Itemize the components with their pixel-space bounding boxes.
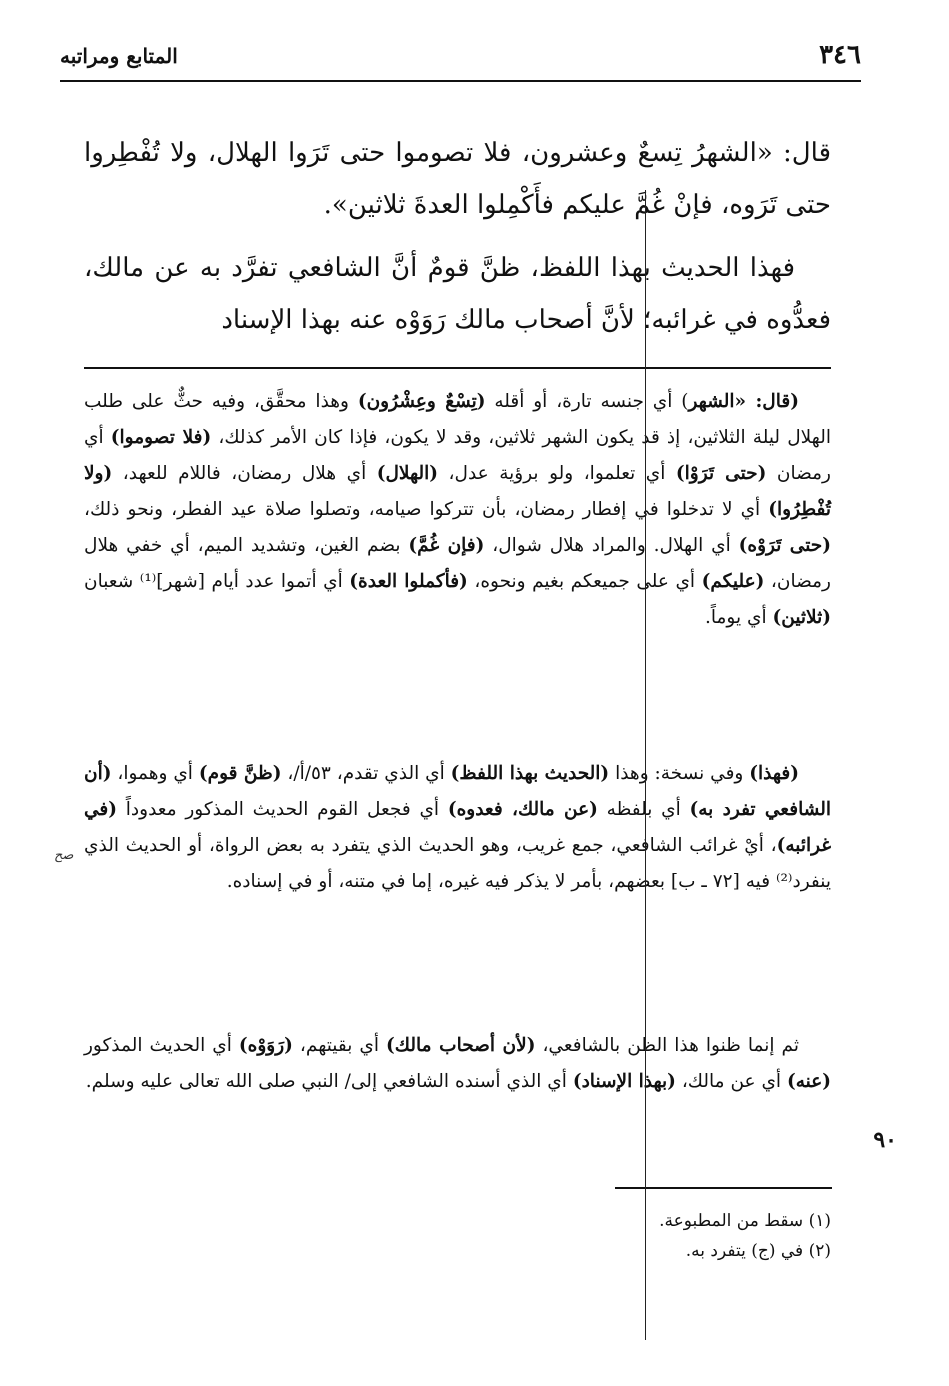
commentary-text: أي لا تدخلوا في إفطار رمضان، بأن تتركوا صيامه، وتصلوا صلاة عيد الفطر، ونحو ذلك، (84, 499, 769, 520)
commentary-text: أي بلفظه (597, 799, 690, 820)
commentary-lemma: (ثلاثين) (772, 607, 831, 628)
commentary-lemma: (لأن أصحاب مالك) (386, 1035, 536, 1056)
commentary-text: أي الحديث المذكور (84, 1035, 239, 1056)
commentary-paragraph-2 (84, 756, 831, 900)
commentary-p1 (84, 384, 831, 636)
commentary-lemma: (الحديث بهذا اللفظ) (450, 763, 610, 784)
commentary-lemma: (فهذا) (749, 763, 799, 784)
commentary-text: ، أيْ غرائب الشافعي، جمع غريب، وهو الحديث الذي يتفرد به بعض الرواة، أو الحديث الذي ينفرد (84, 835, 831, 892)
commentary-lemma: (ظنَّ قوم) (198, 763, 282, 784)
commentary-paragraph-1 (84, 384, 831, 636)
commentary-text: أي عن مالك، (675, 1071, 787, 1092)
scan-artifact-line (645, 190, 646, 1340)
commentary-text: ثم إنما ظنوا هذا الظن بالشافعي، (535, 1035, 799, 1056)
commentary-lemma: (عنه) (786, 1071, 831, 1092)
running-title: المتابع ومراتبه (60, 44, 178, 68)
commentary-text: أي هلال رمضان، فاللام للعهد، (112, 463, 377, 484)
commentary-text: وفي نسخة: وهذا (609, 763, 750, 784)
commentary-lemma: (قال: « (734, 391, 799, 412)
footnote-2: (٢) في (ج) يتفرد به. (685, 1241, 831, 1261)
margin-handwritten-note: صح (54, 848, 74, 863)
commentary-text: أي فجعل القوم الحديث المذكور معدوداً (117, 799, 448, 820)
commentary-text: أي الهلال. والمراد هلال شوال، (484, 535, 739, 556)
main-text-paragraph-2 (84, 242, 831, 346)
commentary-paragraph-3 (84, 1028, 831, 1100)
commentary-text: أي الذي أسنده الشافعي إلى/ النبي صلى الله تعالى عليه وسلم. (85, 1071, 573, 1092)
footnote-1: (١) سقط من المطبوعة. (659, 1211, 831, 1231)
commentary-p3 (84, 1028, 831, 1100)
margin-folio-number: ٩٠ (873, 1127, 897, 1153)
commentary-text: بضم الغين، وتشديد الميم، أي خفي هلال رمضان، (84, 535, 831, 592)
commentary-p2 (84, 756, 831, 900)
commentary-text: أي تعلموا، ولو برؤية عدل، (438, 463, 676, 484)
commentary-lemma: (بهذا الإسناد) (572, 1071, 676, 1092)
main-text-paragraph-1 (84, 127, 831, 231)
main-text-p1: قال: «الشهرُ تِسعٌ وعشرون، فلا تصوموا حتى تَرَوا الهلال، ولا تُفْطِروا حتى تَرَوه، فإنْ غُمَّ عليكم فأَكْمِلوا العدةَ ثلاثين». (84, 138, 831, 220)
text-commentary-separator (84, 367, 831, 369)
commentary-lemma: (تِسْعٌ وعِشْرُون) (357, 391, 486, 412)
commentary-lemma: (ولا تُفْطِرُوا) (84, 463, 831, 520)
footnote-rule (615, 1187, 832, 1189)
commentary-lemma: (حتى تَرَوْا) (675, 463, 767, 484)
commentary-lemma: (في غرائبه) (84, 799, 831, 856)
header-rule (60, 80, 861, 82)
page-number: ٣٤٦ (819, 40, 861, 70)
commentary-text: شعبان (84, 571, 140, 592)
commentary-text: أي يوماً. (704, 607, 773, 628)
commentary-lemma: (عن مالك، فعدوه) (447, 799, 598, 820)
commentary-lemma: (عليكم) (701, 571, 765, 592)
commentary-text: ⁽¹⁾ (139, 571, 157, 592)
commentary-lemma: الشهر (688, 391, 735, 412)
page-header (60, 40, 861, 74)
commentary-text: أي رمضان (84, 427, 831, 484)
commentary-text: وهذا محقَّق، وفيه حثٌّ على طلب الهلال ليلة الثلاثين، إذ قد يكون الشهر ثلاثين، وقد لا يكون، فإذا كان الأمر كذلك، (84, 391, 831, 448)
commentary-text: ⁽²⁾ (775, 871, 793, 892)
commentary-lemma: (رَوَوْه) (238, 1035, 293, 1056)
commentary-lemma: (أن الشافعي تفرد به) (84, 763, 831, 820)
commentary-lemma: (حتى تَرَوْه) (738, 535, 832, 556)
commentary-lemma: (فلا تصوموا) (110, 427, 212, 448)
commentary-text: أي على جميعكم بغيم ونحوه، (467, 571, 702, 592)
main-text-p2: فهذا الحديث بهذا اللفظ، ظنَّ قومٌ أنَّ الشافعي تفرَّد به عن مالك، فعدُّوه في غرائبه؛ لأنَّ أصحاب مالك رَوَوْه عنه بهذا الإسناد (84, 253, 831, 335)
commentary-text: أي الذي تقدم، ٥٣/أ/، (281, 763, 451, 784)
commentary-text: أي بقيتهم، (292, 1035, 387, 1056)
commentary-text: ) أي جنسه تارة، أو أقله (485, 391, 689, 412)
commentary-text: فيه [٧٢ ـ ب] بعضهم، بأمر لا يذكر فيه غيره، إما في متنه، أو في إسناده. (226, 871, 776, 892)
commentary-lemma: (الهلال) (376, 463, 439, 484)
commentary-text: أي وهموا، (111, 763, 199, 784)
footnotes (400, 1206, 831, 1266)
commentary-lemma: (فإن غُمَّ) (408, 535, 485, 556)
commentary-text: أي أتموا عدد أيام [شهر] (156, 571, 350, 592)
commentary-lemma: (فأكملوا العدة) (349, 571, 468, 592)
